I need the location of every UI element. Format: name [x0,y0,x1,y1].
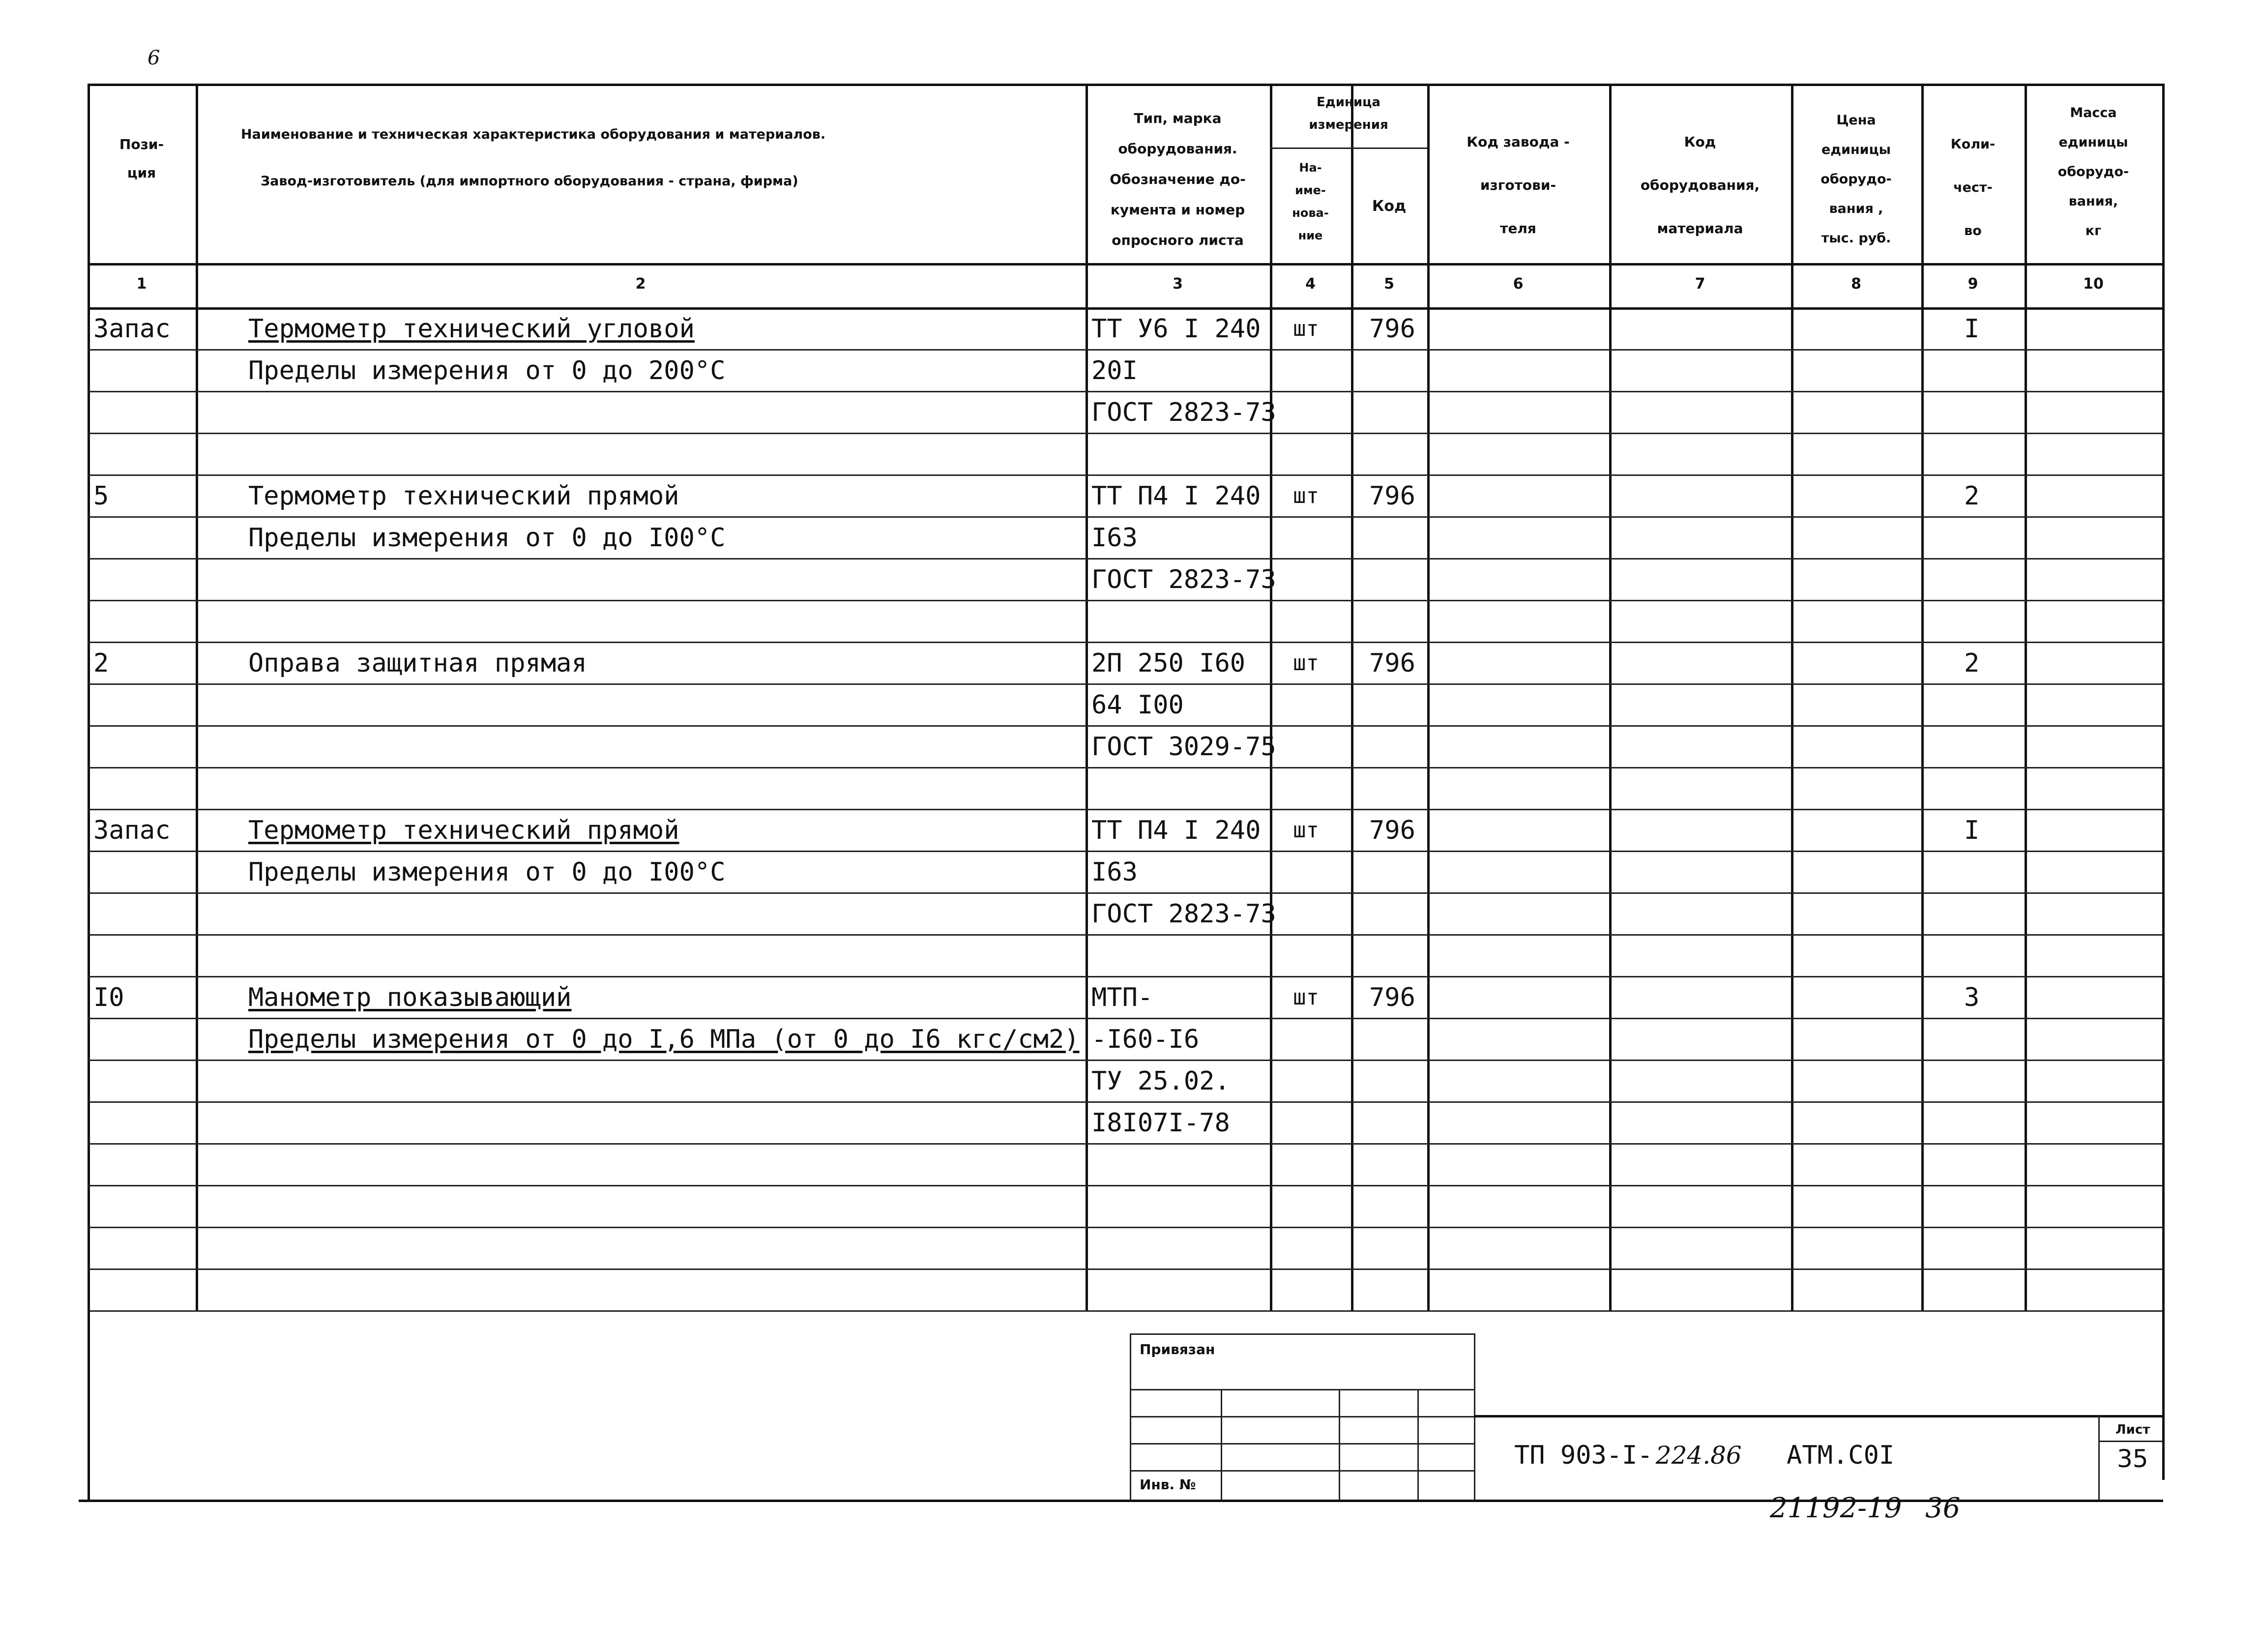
header-equipment-code: материала [1657,220,1743,236]
cell-name: Пределы измерения от 0 до I00°С [248,857,726,887]
cell-type: I63 [1091,857,1138,887]
header-type-mark: кумента и номер [1110,202,1245,218]
stamp-line [1130,1443,1474,1445]
cell-type: ГОСТ 2823-73 [1091,899,1276,929]
cell-unit-code: 796 [1369,314,1415,344]
header-unit-name: име- [1295,183,1326,197]
stamp-line [1130,1333,1474,1335]
row-divider [88,976,2162,977]
cell-quantity: 2 [1964,481,1980,511]
row-divider [88,1268,2162,1270]
cell-unit-code: 796 [1369,649,1415,678]
header-unit-code: Код [1372,198,1407,215]
header-type-mark: Тип, марка [1134,110,1222,126]
cell-name: Оправа защитная прямая [248,649,587,678]
column-number: 2 [635,275,646,293]
cell-type: ТУ 25.02. [1091,1066,1230,1096]
column-divider [2025,84,2027,1310]
row-divider [88,1018,2162,1019]
header-unit-mass: кг [2085,223,2102,238]
cell-type: I63 [1091,523,1138,553]
cell-unit: шт [1293,818,1319,843]
column-divider [88,84,90,1310]
row-divider [88,934,2162,936]
header-unit-mass: Масса [2070,105,2117,120]
column-number: 8 [1851,275,1861,293]
cell-name: Пределы измерения от 0 до I,6 МПа (от 0 до I6 кгс/см2) [248,1025,1080,1054]
row-divider [88,433,2162,434]
row-divider [88,767,2162,768]
header-type-mark: опросного листа [1112,232,1244,248]
row-divider [88,1185,2162,1186]
column-divider [1791,84,1793,1310]
row-divider [88,851,2162,852]
sheet-box-line [2098,1441,2162,1442]
header-unit-mass: вания, [2068,194,2118,209]
corner-mark: 6 [147,47,160,69]
sheet-box-line [2098,1415,2100,1500]
column-number: 9 [1967,275,1978,293]
column-divider [1921,84,1924,1310]
stamp-line [1130,1470,1474,1472]
column-number: 10 [2083,275,2104,293]
row-divider [88,1227,2162,1228]
cell-type: ТТ У6 I 240 [1091,314,1261,344]
numbers-bottom-line [88,307,2162,310]
header-name-description: Завод-изготовитель (для импортного оборудования - страна, фирма) [261,174,798,189]
document-code [1514,1441,1894,1470]
privyazan-label: Привязан [1140,1341,1215,1357]
cell-name: Термометр технический угловой [248,314,695,344]
header-unit-price: оборудо- [1821,172,1892,187]
row-divider [88,725,2162,727]
cell-unit-code: 796 [1369,481,1415,511]
cell-quantity: 2 [1964,649,1980,678]
cell-type: -I60-I6 [1091,1025,1200,1054]
cell-name: Термометр технический прямой [248,481,679,511]
row-divider [88,349,2162,351]
row-divider [88,892,2162,894]
row-divider [88,391,2162,392]
archive-number [1770,1492,1960,1524]
stamp-line [1130,1389,1474,1390]
header-unit-price: Цена [1836,113,1876,128]
title-row-line [1474,1415,2162,1417]
header-quantity: Коли- [1950,137,1996,152]
cell-unit-code: 796 [1369,816,1415,845]
archive-sheet-value: 36 [1925,1492,1961,1524]
stamp-line [1221,1389,1222,1500]
stamp-line [1130,1416,1474,1417]
cell-position: Запас [93,816,171,845]
cell-quantity: I [1964,816,1980,845]
cell-unit: шт [1293,316,1319,341]
row-divider [88,642,2162,643]
header-quantity: во [1964,223,1982,238]
header-unit-mass: единицы [2058,135,2128,150]
header-plant-code: изготови- [1480,177,1556,193]
cell-type: ТТ П4 I 240 [1091,481,1261,511]
cell-position: 2 [93,649,109,678]
header-unit-name: На- [1299,161,1322,175]
frame-top-line [88,84,2162,86]
row-divider [88,516,2162,518]
row-divider [88,558,2162,560]
row-divider [88,1143,2162,1145]
doc-code-prefix: ТП 903-I- [1514,1441,1653,1470]
row-divider [88,1310,2162,1312]
header-equipment-code: оборудования, [1640,177,1760,193]
column-number: 6 [1513,275,1524,293]
cell-position: Запас [93,314,171,344]
row-divider [88,683,2162,685]
cell-type: ГОСТ 3029-75 [1091,732,1276,762]
cell-position: I0 [93,983,124,1012]
header-type-mark: оборудования. [1118,141,1237,157]
column-number: 4 [1305,275,1316,293]
cell-type: МТП- [1091,983,1153,1012]
header-plant-code: теля [1500,220,1536,236]
stamp-line [1417,1389,1419,1500]
cell-quantity: 3 [1964,983,1980,1012]
header-unit-name: нова- [1292,206,1329,220]
stamp-line [1339,1389,1340,1500]
inv-no-label: Инв. № [1140,1476,1196,1493]
header-unit-price: вания , [1829,201,1883,216]
column-number: 3 [1173,275,1183,293]
cell-name: Манометр показывающий [248,983,572,1012]
header-equipment-code: Код [1684,134,1716,150]
sheet-number: 35 [2117,1445,2148,1473]
cell-position: 5 [93,481,109,511]
row-divider [88,809,2162,810]
column-divider [2162,84,2165,1310]
archive-number-value: 21192-19 [1770,1492,1902,1524]
header-unit-price: единицы [1821,142,1891,157]
column-divider [1270,84,1272,1310]
column-divider [1086,84,1088,1310]
cell-type: ГОСТ 2823-73 [1091,398,1276,427]
cell-name: Пределы измерения от 0 до I00°С [248,523,726,553]
column-divider [1427,84,1430,1310]
column-divider [196,84,198,1310]
cell-unit: шт [1293,650,1319,676]
cell-unit: шт [1293,483,1319,508]
header-quantity: чест- [1953,180,1993,195]
header-unit-mass: оборудо- [2057,164,2129,179]
header-type-mark: Обозначение до- [1110,171,1246,187]
header-position: ция [127,165,156,181]
cell-type: ТТ П4 I 240 [1091,816,1261,845]
column-number: 1 [136,275,147,293]
column-divider [1609,84,1612,1310]
unit-group-divider [1270,148,1427,149]
header-unit-group: Единица [1317,95,1380,110]
cell-type: I8I07I-78 [1091,1108,1230,1138]
cell-unit-code: 796 [1369,983,1415,1012]
frame-left-line [88,1310,90,1500]
column-number: 5 [1384,275,1394,293]
cell-type: 64 I00 [1091,690,1184,720]
row-divider [88,1101,2162,1103]
row-divider [88,600,2162,601]
doc-code-handwritten: 224.86 [1655,1441,1742,1470]
cell-quantity: I [1964,314,1980,344]
sheet-label: Лист [2115,1422,2150,1437]
row-divider [88,474,2162,476]
header-bottom-line [88,263,2162,266]
cell-type: 20I [1091,356,1138,385]
column-number: 7 [1695,275,1705,293]
cell-type: ГОСТ 2823-73 [1091,565,1276,594]
header-plant-code: Код завода - [1467,134,1570,150]
header-unit-name: ние [1298,229,1323,242]
header-name-description: Наименование и техническая характеристика оборудования и материалов. [241,127,826,142]
column-divider [1351,84,1353,1310]
frame-right-line [2162,1310,2165,1480]
cell-type: 2П 250 I60 [1091,649,1246,678]
header-unit-price: тыс. руб. [1821,231,1891,246]
doc-code-suffix: АТМ.С0I [1787,1441,1895,1470]
row-divider [88,1060,2162,1061]
cell-name: Пределы измерения от 0 до 200°С [248,356,726,385]
header-position: Пози- [119,136,164,152]
cell-name: Термометр технический прямой [248,816,679,845]
header-unit-group: измерения [1309,118,1388,132]
cell-unit: шт [1293,985,1319,1010]
